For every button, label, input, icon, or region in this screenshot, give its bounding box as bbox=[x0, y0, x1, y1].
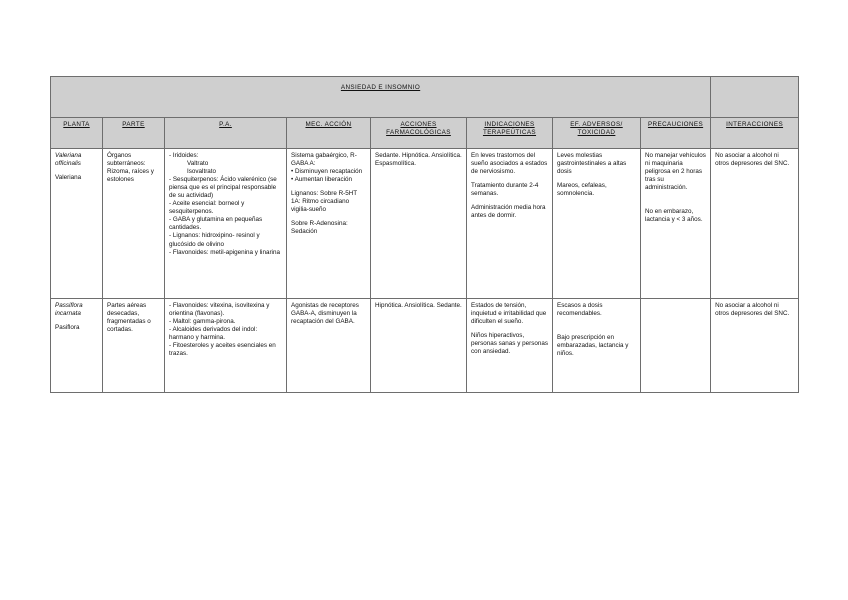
planta-cell bbox=[51, 149, 103, 299]
header-mec-accion: MEC. ACCIÓN bbox=[287, 118, 371, 149]
pa-line: - Flavonoides: metil-apigenina y linarina bbox=[169, 248, 280, 256]
indic-line: Administración media hora antes de dormir. bbox=[471, 204, 546, 220]
pa-cell bbox=[165, 299, 287, 393]
parte-cell: Órganos subterráneos: Rizoma, raíces y estolones bbox=[103, 149, 165, 299]
table-row bbox=[51, 149, 799, 299]
pa-line: Isovaltrato bbox=[187, 168, 217, 176]
indic-line: Tratamiento durante 2-4 semanas. bbox=[471, 182, 539, 198]
adversos-line: Mareos, cefaleas, somnolencia. bbox=[557, 182, 607, 198]
precauciones-line: No manejar vehículos ni maquinaria peligrosa en 2 horas tras su administración. bbox=[645, 152, 706, 192]
planta-latin: Valeriana officinalis bbox=[55, 152, 82, 168]
interacciones-cell: No asociar a alcohol ni otros depresores del SNC. bbox=[711, 149, 799, 299]
pa-cell bbox=[165, 149, 287, 299]
adversos-line: Escasos a dosis recomendables. bbox=[557, 302, 603, 318]
precauciones-cell bbox=[641, 299, 711, 393]
adversos-cell bbox=[553, 299, 641, 393]
table-row bbox=[51, 299, 799, 393]
title-empty-cell bbox=[711, 77, 799, 118]
header-row bbox=[51, 118, 799, 149]
indic-line: Estados de tensión, inquietud e irritabilidad que dificulten el sueño. bbox=[471, 302, 547, 326]
precauciones-cell bbox=[641, 149, 711, 299]
header-acciones: ACCIONES FARMACOLÓGICAS bbox=[371, 118, 467, 149]
mec-line: • Aumentan liberación bbox=[291, 176, 353, 184]
pa-line: - GABA y glutamina en pequeñas cantidades. bbox=[169, 216, 263, 232]
mec-line: • Disminuyen recaptación bbox=[291, 168, 363, 176]
planta-common: Valeriana bbox=[55, 174, 82, 182]
pa-line: - Aceite esencial: borneol y sesquiterpenos. bbox=[169, 200, 245, 216]
planta-latin: Passiflora incarnata bbox=[55, 302, 83, 318]
header-planta: PLANTA bbox=[51, 118, 103, 149]
header-interacciones: INTERACCIONES bbox=[711, 118, 799, 149]
header-adversos: EF. ADVERSOS/ TOXICIDAD bbox=[553, 118, 641, 149]
pa-line: - Iridoides: bbox=[169, 152, 199, 159]
acciones-cell: Sedante. Hipnótica. Ansiolítica. Espasmolítica. bbox=[371, 149, 467, 299]
pa-line: - Lignanos: hidroxipino- resinol y glucósido de olivino bbox=[169, 232, 260, 248]
adversos-line: Bajo prescripción en embarazadas, lactancia y niños. bbox=[557, 334, 629, 358]
planta-cell bbox=[51, 299, 103, 393]
mec-cell bbox=[287, 149, 371, 299]
pa-line: - Maltol: gamma-pirona. bbox=[169, 318, 236, 326]
indic-line: En leves trastornos del sueño asociados a estados de nerviosismo. bbox=[471, 152, 548, 176]
pa-line: - Fitoesteroles y aceites esenciales en trazas. bbox=[169, 342, 276, 358]
mec-line: Sobre R-Adenosina: Sedación bbox=[291, 220, 348, 236]
header-parte: PARTE bbox=[103, 118, 165, 149]
indicaciones-cell bbox=[467, 149, 553, 299]
parte-cell: Partes aéreas desecadas, fragmentadas o cortadas. bbox=[103, 299, 165, 393]
header-pa: P.A. bbox=[165, 118, 287, 149]
remedies-table bbox=[50, 76, 799, 393]
adversos-line: Leves molestias gastrointestinales a altas dosis bbox=[557, 152, 627, 176]
header-precauciones: PRECAUCIONES bbox=[641, 118, 711, 149]
pa-line: - Alcaloides derivados del indol: harmano y harmina. bbox=[169, 326, 258, 342]
adversos-cell bbox=[553, 149, 641, 299]
pa-line: Valtrato bbox=[187, 160, 209, 168]
mec-line: Sistema gabaérgico, R-GABA A: bbox=[291, 152, 357, 168]
planta-common: Pasiflora bbox=[55, 324, 80, 332]
mec-line: Lignanos: Sobre R-5HT 1A: Ritmo circadiano vigilia-sueño bbox=[291, 190, 358, 214]
title-row bbox=[51, 77, 799, 118]
pa-line: - Flavonoides: vitexina, isovitexina y orientina (flavonas). bbox=[169, 302, 270, 318]
indicaciones-cell bbox=[467, 299, 553, 393]
pa-line: - Sesquiterpenos: Ácido valerénico (se piensa que es el principal responsable de su actividad) bbox=[169, 176, 277, 200]
acciones-cell: Hipnótica. Ansiolítica. Sedante. bbox=[371, 299, 467, 393]
table-title: ANSIEDAD E INSOMNIO bbox=[51, 77, 711, 118]
precauciones-line: No en embarazo, lactancia y < 3 años. bbox=[645, 208, 703, 224]
interacciones-cell: No asociar a alcohol ni otros depresores del SNC. bbox=[711, 299, 799, 393]
mec-cell: Agonistas de receptores GABA-A, disminuyen la recaptación del GABA. bbox=[287, 299, 371, 393]
header-indicaciones: INDICACIONES TERAPEÚTICAS bbox=[467, 118, 553, 149]
indic-line: Niños hiperactivos, personas sanas y personas con ansiedad. bbox=[471, 332, 549, 356]
